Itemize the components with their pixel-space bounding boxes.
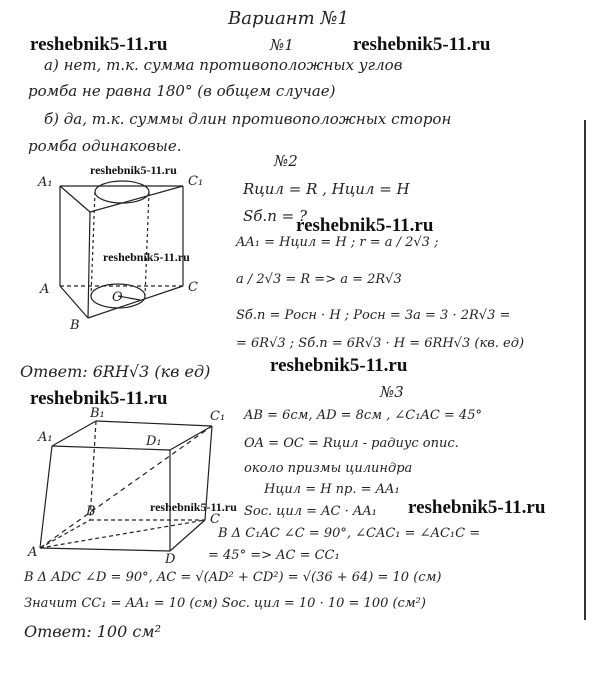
- task3-answer: Ответ: 100 см²: [24, 622, 161, 641]
- scan-edge: [584, 120, 586, 620]
- watermark-5: reshebnik5-11.ru: [103, 250, 190, 264]
- task3-line-9: Значит CC₁ = AA₁ = 10 (см) Sос. цил = 10 · 10 = 100 (см²): [24, 596, 426, 611]
- task3-line-1: AB = 6см, AD = 8см , ∠C₁AC = 45°: [244, 408, 482, 423]
- task3-line-4: Hцил = H пр. = AA₁: [264, 482, 400, 497]
- task3-number: №3: [380, 383, 404, 401]
- watermark-1: reshebnik5-11.ru: [30, 34, 168, 55]
- watermark-3: reshebnik5-11.ru: [90, 163, 177, 177]
- task1-number: №1: [270, 36, 294, 54]
- watermark-4: reshebnik5-11.ru: [296, 215, 434, 236]
- task3-line-7: = 45° => AC = CC₁: [208, 548, 340, 563]
- task2-line-2: Sб.п = ?: [243, 207, 308, 225]
- task3-line-8: В Δ ADC ∠D = 90°, AC = √(AD² + CD²) = √(36 + 64) = 10 (см): [24, 570, 442, 585]
- fig2-label-b: B: [86, 504, 96, 519]
- watermark-7: reshebnik5-11.ru: [30, 388, 168, 409]
- fig1-label-a1: A₁: [38, 175, 53, 190]
- fig2-label-c1: C₁: [210, 409, 226, 424]
- fig1-label-c1: C₁: [188, 174, 204, 189]
- fig2-label-c: C: [210, 512, 220, 527]
- task2-number: №2: [274, 152, 298, 170]
- fig2-label-b1: B₁: [90, 406, 105, 421]
- fig2-label-d: D: [165, 552, 176, 567]
- task1-line-1: а) нет, т.к. сумма противоположных углов: [44, 56, 403, 74]
- task3-line-2: OA = OC = Rцил - радиус опис.: [244, 436, 459, 451]
- fig2-label-a: A: [28, 545, 38, 560]
- task3-line-3: около призмы цилиндра: [244, 461, 413, 476]
- task2-answer: Ответ: 6RH√3 (кв ед): [20, 362, 211, 381]
- task1-line-3: б) да, т.к. суммы длин противоположных сторон: [44, 110, 452, 128]
- task2-line-6: = 6R√3 ; Sб.п = 6R√3 · H = 6RH√3 (кв. ед): [236, 336, 525, 351]
- fig2-label-d1: D₁: [146, 434, 162, 449]
- fig1-label-a: A: [40, 282, 50, 297]
- fig1-label-c: C: [188, 280, 198, 295]
- page-title: Вариант №1: [228, 8, 349, 29]
- task3-line-5: Sос. цил = AC · AA₁: [244, 504, 377, 519]
- task2-line-1: Rцил = R , Hцил = H: [243, 180, 410, 198]
- watermark-8: reshebnik5-11.ru: [150, 500, 237, 514]
- task2-line-3: AA₁ = Hцил = H ; r = a / 2√3 ;: [236, 235, 439, 250]
- task2-line-4: a / 2√3 = R => a = 2R√3: [236, 272, 402, 287]
- watermark-6: reshebnik5-11.ru: [270, 355, 408, 376]
- fig1-label-b: B: [70, 318, 80, 333]
- watermark-9: reshebnik5-11.ru: [408, 497, 546, 518]
- watermark-2: reshebnik5-11.ru: [353, 34, 491, 55]
- task3-line-6: В Δ C₁AC ∠C = 90°, ∠CAC₁ = ∠AC₁C =: [218, 526, 481, 541]
- task2-line-5: Sб.п = Pосн · H ; Pосн = 3a = 3 · 2R√3 =: [236, 308, 511, 323]
- task1-line-2: ромба не равна 180° (в общем случае): [28, 82, 336, 100]
- task1-line-4: ромба одинаковые.: [28, 137, 182, 155]
- fig2-label-a1: A₁: [38, 430, 53, 445]
- fig1-label-o: O: [112, 290, 123, 305]
